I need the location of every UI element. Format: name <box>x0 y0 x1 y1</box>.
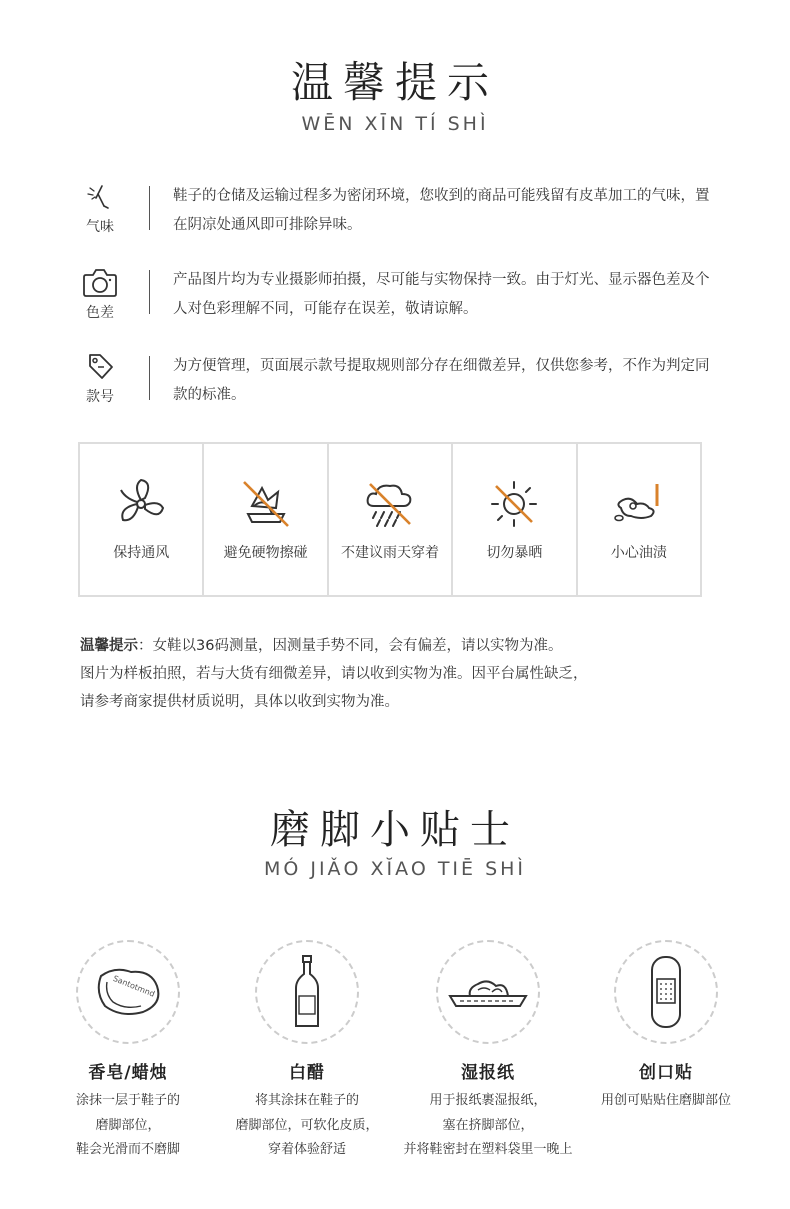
tip-line-2: 图片为样板拍照，若与大货有细微差异，请以收到实物为准。因平台属性缺乏， <box>80 666 588 682</box>
tool-desc-line: 鞋会光滑而不磨脚 <box>75 1142 180 1157</box>
tool-desc-line: 涂抹一层于鞋子的 <box>75 1093 180 1108</box>
tool-name: 创口贴 <box>639 1063 693 1083</box>
care-item-ventilate <box>80 444 204 595</box>
section-pinyin-notice: WĒN XĪN TÍ SHÌ <box>301 113 489 135</box>
tip-line-1 <box>80 632 730 660</box>
tool-desc-line: 穿着体验舒适 <box>267 1142 346 1157</box>
vinegar-bottle-icon <box>255 940 359 1044</box>
tool-name: 白醋 <box>289 1063 325 1083</box>
section-pinyin-tips: MÓ JIǍO XĬAO TIĒ SHÌ <box>263 858 527 880</box>
camera-icon <box>78 266 122 322</box>
tip-label: 温馨提示 <box>80 638 138 654</box>
tool-desc-line: 磨脚部位， <box>95 1117 161 1133</box>
care-item-oil-stain <box>578 444 700 595</box>
tool-soap <box>38 940 218 1163</box>
section-title-notice: 温馨提示 <box>290 58 499 107</box>
tool-desc <box>398 1089 578 1163</box>
sizing-tip <box>80 632 730 716</box>
fan-icon <box>113 476 169 532</box>
care-label: 避免硬物擦碰 <box>223 545 308 561</box>
care-label: 切勿暴晒 <box>486 545 543 561</box>
tool-desc-line: 并将鞋密封在塑料袋里一晚上 <box>403 1142 573 1157</box>
soap-brand-text: Santotmnd <box>111 973 157 999</box>
tool-desc-line: 将其涂抹在鞋子的 <box>254 1093 359 1108</box>
tool-desc <box>576 1089 756 1114</box>
notice-label: 气味 <box>86 219 114 235</box>
tool-vinegar <box>217 940 397 1163</box>
notice-text: 为方便管理，页面展示款号提取规则部分存在细微差异，仅供您参考，不作为判定同款的标准。 <box>173 358 710 403</box>
tool-wet-newspaper <box>398 940 578 1163</box>
care-label: 小心油渍 <box>610 545 667 561</box>
tag-icon <box>78 352 122 406</box>
tip-colon: ： <box>138 638 153 654</box>
soap-icon <box>76 940 180 1044</box>
no-sun-icon <box>486 476 542 532</box>
notice-label: 色差 <box>86 305 114 321</box>
tool-name: 湿报纸 <box>461 1063 515 1083</box>
care-item-no-rain <box>329 444 453 595</box>
oil-stain-icon <box>611 476 667 532</box>
notice-text: 产品图片均为专业摄影师拍摄，尽可能与实物保持一致。由于灯光、显示器色差及个人对色彩理解不同，可能存在误差，敬请谅解。 <box>173 272 710 317</box>
divider <box>149 186 150 230</box>
tool-desc <box>217 1089 397 1163</box>
tip-line-3: 请参考商家提供材质说明，具体以收到实物为准。 <box>80 694 399 710</box>
care-grid <box>78 442 702 597</box>
no-collision-icon <box>238 476 294 532</box>
tool-desc-line: 塞在挤脚部位， <box>442 1117 534 1133</box>
tool-desc-line: 用于报纸裹湿报纸， <box>429 1093 547 1108</box>
care-item-avoid-collision <box>204 444 328 595</box>
care-label: 不建议雨天穿着 <box>341 545 440 561</box>
newspaper-icon <box>436 940 540 1044</box>
tip-text: 女鞋以36码测量，因测量手势不同，会有偏差，请以实物为准。 <box>152 638 563 654</box>
care-label: 保持通风 <box>113 545 170 561</box>
divider <box>149 356 150 400</box>
section-title-tips: 磨脚小贴士 <box>270 807 520 853</box>
tool-desc-line: 用创可贴贴住磨脚部位 <box>600 1093 731 1108</box>
care-item-no-sun <box>453 444 577 595</box>
tool-bandage <box>576 940 756 1114</box>
no-rain-icon <box>362 476 418 532</box>
smell-icon <box>78 182 122 236</box>
tool-desc-line: 磨脚部位，可软化皮质， <box>235 1117 379 1133</box>
notice-label: 款号 <box>86 389 114 405</box>
bandage-icon <box>614 940 718 1044</box>
divider <box>149 270 150 314</box>
tool-name: 香皂/蜡烛 <box>88 1063 168 1083</box>
tool-desc <box>38 1089 218 1163</box>
notice-text: 鞋子的仓储及运输过程多为密闭环境，您收到的商品可能残留有皮革加工的气味，置在阴凉处通风即可排除异味。 <box>173 188 710 233</box>
